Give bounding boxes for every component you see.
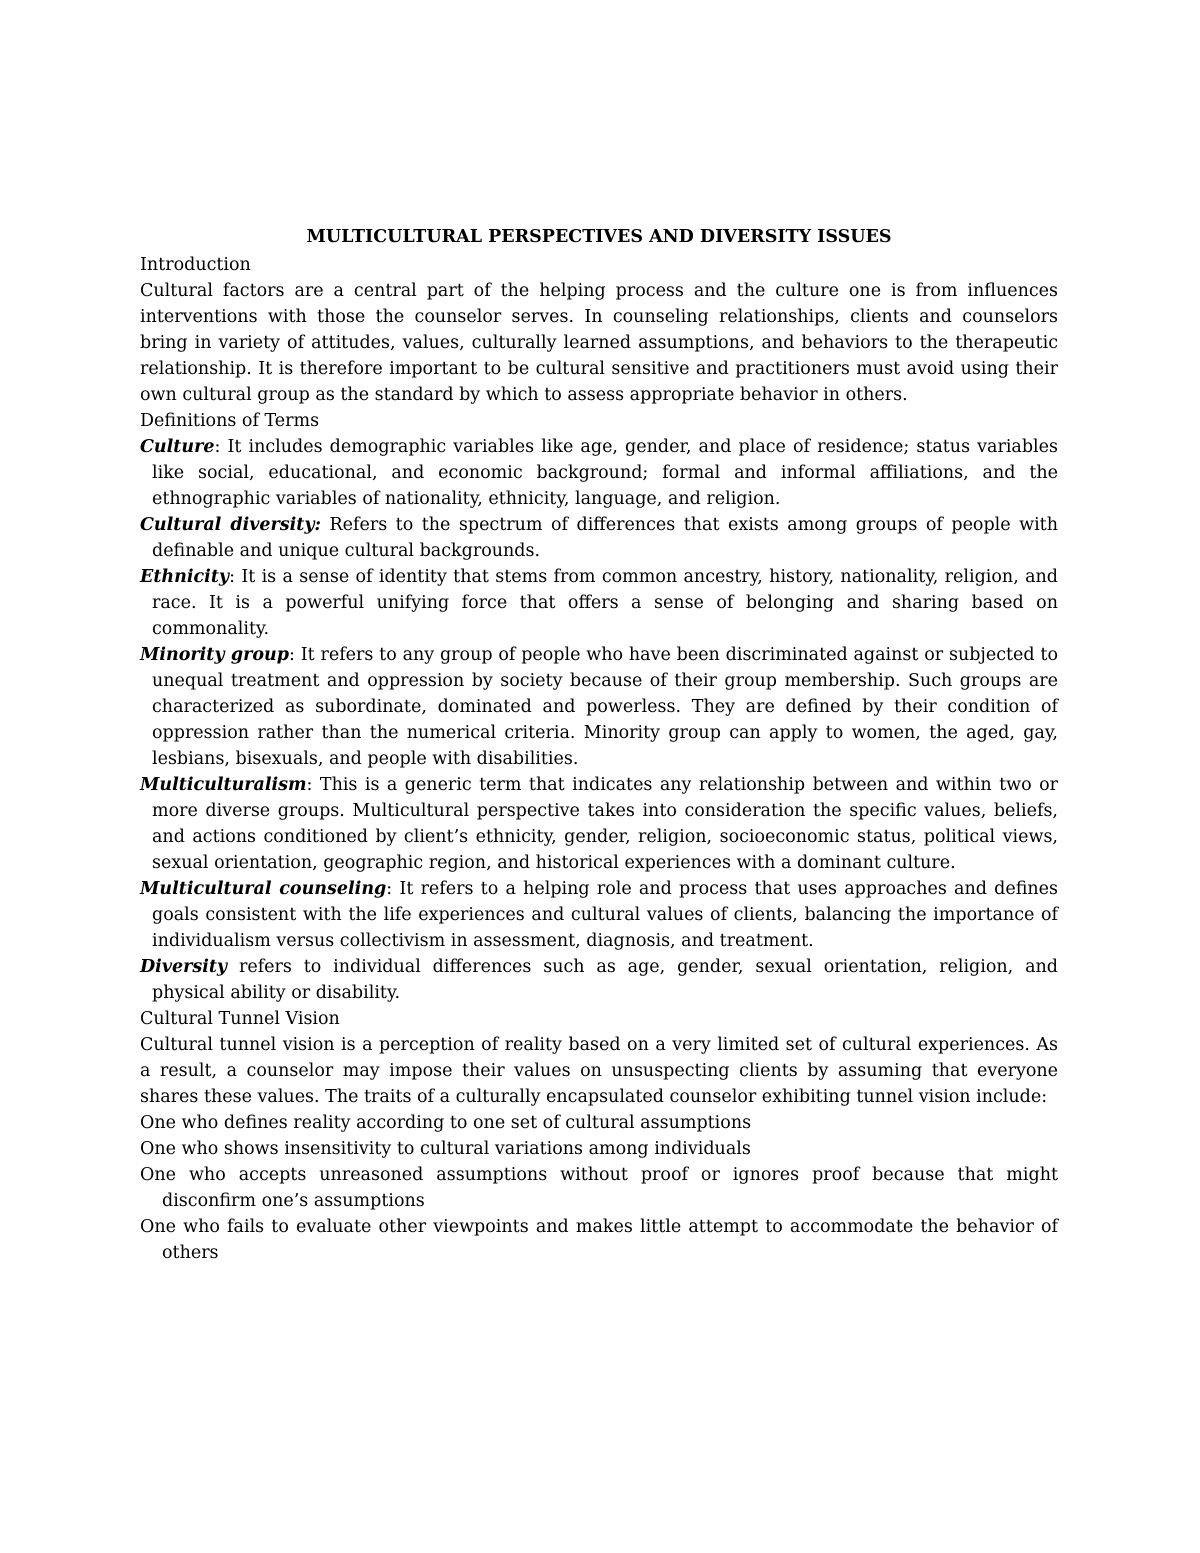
- definition-item: [140, 564, 1058, 642]
- definition-text: It refers to a helping role and process that uses approaches and defines goals consistent with the life experiences and cultural values of clients, balancing the importance of individualism versus collectivism in assessment, diagnosis, and treatment.: [152, 879, 1058, 951]
- definition-item: [140, 434, 1058, 512]
- definition-item: [140, 954, 1058, 1006]
- trait-item: One who shows insensitivity to cultural variations among individuals: [140, 1139, 751, 1159]
- definition-separator: :: [386, 879, 400, 899]
- intro-heading: Introduction: [140, 255, 251, 275]
- definition-item: [140, 876, 1058, 954]
- definition-term: Multiculturalism: [140, 775, 307, 795]
- definition-term: Culture: [140, 437, 215, 457]
- definition-item: [140, 512, 1058, 564]
- definition-separator: :: [229, 567, 242, 587]
- definition-text: refers to individual differences such as age, gender, sexual orientation, religion, and physical ability or disability.: [152, 957, 1058, 1003]
- definition-term: Diversity: [140, 957, 228, 977]
- page-title: MULTICULTURAL PERSPECTIVES AND DIVERSITY ISSUES: [306, 227, 892, 247]
- definition-separator: :: [288, 645, 301, 665]
- definitions-list: [140, 434, 1058, 1006]
- definition-separator: [227, 957, 239, 977]
- definition-text: This is a generic term that indicates any relationship between and within two or more diverse groups. Multicultural perspective takes into consideration the specific values, beliefs, and actions conditioned by client’s ethnicity, gender, religion, socioeconomic status, political views, sexual orientation, geographic region, and historical experiences with a dominant culture.: [152, 775, 1058, 873]
- definition-item: [140, 772, 1058, 876]
- definition-text: It includes demographic variables like age, gender, and place of residence; status variables like social, educational, and economic background; formal and informal affiliations, and the ethnographic variables of nationality, ethnicity, language, and religion.: [152, 437, 1058, 509]
- definition-term: Cultural diversity:: [140, 515, 321, 535]
- definition-separator: :: [214, 437, 228, 457]
- definition-term: Multicultural counseling: [140, 879, 387, 899]
- definition-text: It refers to any group of people who have been discriminated against or subjected to unequal treatment and oppression by society because of their group membership. Such groups are characterized as subordinate, dominated and powerless. They are defined by their condition of oppression rather than the numerical criteria. Minority group can apply to women, the aged, gay, lesbians, bisexuals, and people with disabilities.: [152, 645, 1058, 769]
- document-body: [140, 252, 1058, 1266]
- trait-item: One who defines reality according to one set of cultural assumptions: [140, 1113, 752, 1133]
- definition-term: Ethnicity: [140, 567, 230, 587]
- intro-paragraph: Cultural factors are a central part of the helping process and the culture one is from influences interventions with those the counselor serves. In counseling relationships, clients and counselors bring in variety of attitudes, values, culturally learned assumptions, and behaviors to the therapeutic relationship. It is therefore important to be cultural sensitive and practitioners must avoid using their own cultural group as the standard by which to assess appropriate behavior in others.: [140, 281, 1058, 405]
- definition-text: Refers to the spectrum of differences that exists among groups of people with definable and unique cultural backgrounds.: [152, 515, 1058, 561]
- definition-term: Minority group: [140, 645, 289, 665]
- definitions-heading: Definitions of Terms: [140, 411, 320, 431]
- trait-item: One who accepts unreasoned assumptions without proof or ignores proof because that might disconfirm one’s assumptions: [140, 1165, 1058, 1211]
- definition-text: It is a sense of identity that stems from common ancestry, history, nationality, religion, and race. It is a powerful unifying force that offers a sense of belonging and sharing based on commonality.: [152, 567, 1058, 639]
- tunnel-vision-paragraph: Cultural tunnel vision is a perception of reality based on a very limited set of cultural experiences. As a result, a counselor may impose their values on unsuspecting clients by assuming that everyone shares these values. The traits of a culturally encapsulated counselor exhibiting tunnel vision include:: [140, 1035, 1058, 1107]
- traits-list: [140, 1110, 1058, 1266]
- trait-item: One who fails to evaluate other viewpoints and makes little attempt to accommodate the behavior of others: [140, 1217, 1058, 1263]
- tunnel-vision-heading: Cultural Tunnel Vision: [140, 1009, 340, 1029]
- definition-item: [140, 642, 1058, 772]
- definition-separator: :: [306, 775, 320, 795]
